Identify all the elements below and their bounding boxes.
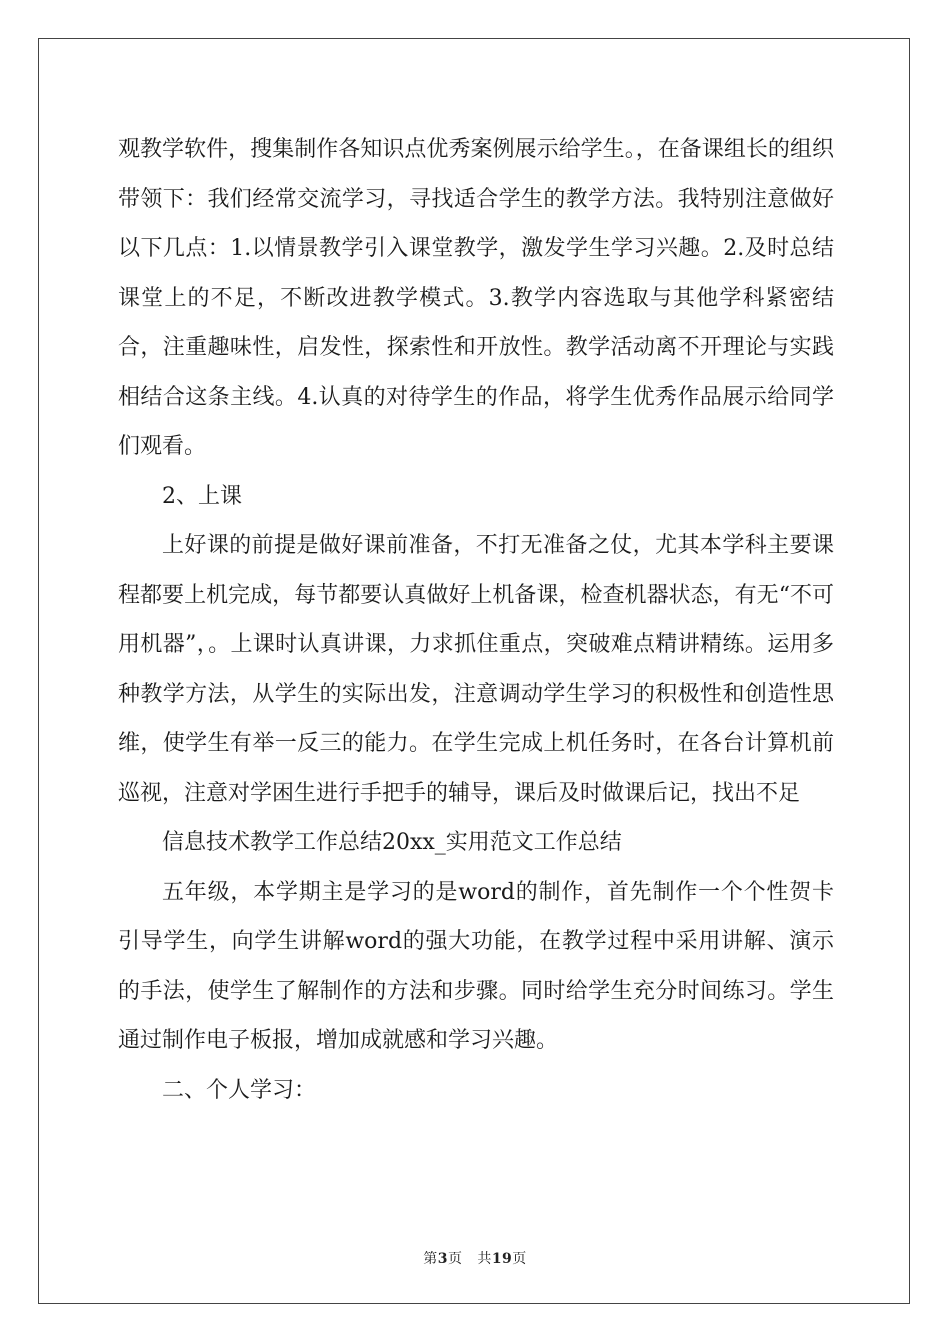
section-heading-class: 2、上课: [162, 483, 242, 509]
paragraph-class: 上好课的前提是做好课前准备，不打无准备之仗，尤其本学科主要课程都要上机完成，每节都要认真做好上机备课，检查机器状态，有无“不可用机器”，。上课时认真讲课，力求抓住重点，突破难点精讲精练。运用多种教学方法，从学生的实际出发，注意调动学生学习的积极性和创造性思维，使学生有举一反三的能力。在学生完成上机任务时，在各台计算机前巡视，注意对学困生进行手把手的辅导，课后及时做课后记，找出不足: [118, 533, 834, 806]
footer-page-unit: 页: [447, 1251, 463, 1267]
footer-total-unit: 页: [512, 1251, 527, 1267]
footer-total-pages: 19: [491, 1251, 513, 1267]
footer-current-page: 3: [437, 1251, 448, 1267]
page-footer: [0, 1248, 950, 1268]
paragraph-continuation: 观教学软件，搜集制作各知识点优秀案例展示给学生。，在备课组长的组织带领下：我们经常交流学习，寻找适合学生的教学方法。我特别注意做好以下几点：1.以情景教学引入课堂教学，激发学生学习兴趣。2.及时总结课堂上的不足，不断改进教学模式。3.教学内容选取与其他学科紧密结合，注重趣味性，启发性，探索性和开放性。教学活动离不开理论与实践相结合这条主线。4.认真的对待学生的作品，将学生优秀作品展示给同学们观看。: [118, 137, 834, 459]
document-body: [118, 125, 834, 1115]
footer-total-prefix: 共: [477, 1251, 492, 1267]
footer-prefix: 第: [423, 1251, 438, 1267]
section-heading-personal-study: 二、个人学习：: [162, 1077, 317, 1103]
inserted-title: 信息技术教学工作总结20xx_实用范文工作总结: [162, 830, 622, 855]
paragraph-grade-five: 五年级，本学期主是学习的是word的制作，首先制作一个个性贺卡引导学生，向学生讲解word的强大功能，在教学过程中采用讲解、演示的手法，使学生了解制作的方法和步骤。同时给学生充分时间练习。学生通过制作电子板报，增加成就感和学习兴趣。: [118, 879, 834, 1053]
